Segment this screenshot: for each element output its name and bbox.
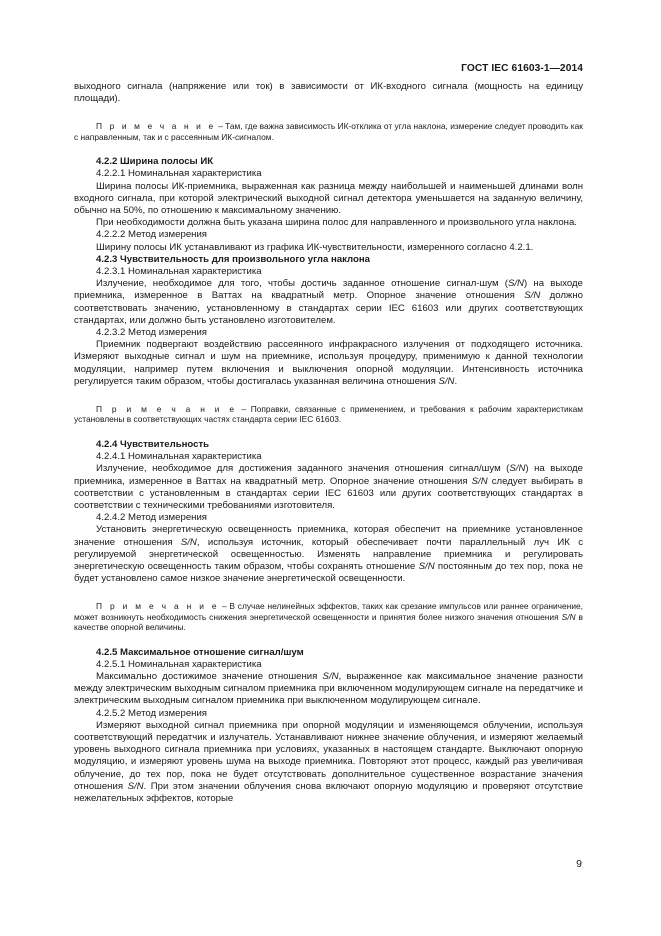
subsection-heading: 4.2.4.2 Метод измерения [96, 512, 208, 524]
intro-paragraph: выходного сигнала (напряжение или ток) в зависимости от ИК-входного сигнала (мощность на единицу площади). [74, 81, 583, 105]
body-paragraph: Максимально достижимое значение отношения S/N, выраженное как максимальное значение разности между электрическим выходным сигналом приемника при включенном модулирующем сигнале на передатчике и электрическим выходным сигналом приемника при выключенном модулирующем сигнале. [74, 670, 583, 707]
section-heading: 4.2.4 Чувствительность [96, 438, 210, 450]
subsection-heading: 4.2.2.2 Метод измерения [96, 229, 208, 241]
subsection-heading: 4.2.4.1 Номинальная характеристика [96, 451, 262, 463]
body-paragraph: Измеряют выходной сигнал приемника при опорной модуляции и изменяющемся облучении, используя соответствующий передатчик и излучатель. Устанавливают нижнее значение облучения, и измеряют желаемый уровень выходного сигнала приемника при условиях, указанных в настоящем стандарте. Выключают опорную модуляцию, и измеряют уровень шума на выходе приемника. Повторяют этот процесс, каждый раз увеличивая облучение, до тех пор, пока не будет отсутствовать дополнительное существенное возрастание значения отношения S/N. При этом значении облучения снова включают опорную модуляцию и проверяют отсутствие нежелательных эффектов, которые [74, 719, 584, 804]
section-heading: 4.2.2 Ширина полосы ИК [96, 156, 214, 168]
note-1 [74, 121, 583, 142]
note-text: – Поправки, связанные с применением, и требования к рабочим характеристикам установлены в соответствующих частях стандарта серии IEC 61603. [74, 404, 583, 425]
page-content [74, 81, 583, 805]
subsection-heading: 4.2.3.2 Метод измерения [96, 327, 208, 339]
subsection-heading: 4.2.5.2 Метод измерения [96, 707, 208, 719]
body-paragraph: Установить энергетическую освещенность приемника, которая обеспечит на приемнике установленное значение отношения S/N, используя источник, который обеспечивает почти параллельный луч ИК с регулируемой энергетической освещенностью. Изменять направление приемника и регулировать энергетическую освещенность таким образом, чтобы сохранять отношение S/N постоянным до тех пор, пока не будет установлено самое низкое значение энергетической освещенности. [74, 524, 584, 585]
section-heading: 4.2.3 Чувствительность для произвольного угла наклона [96, 253, 370, 265]
note-label: П р и м е ч а н и е [96, 121, 216, 132]
body-paragraph: При необходимости должна быть указана ширина полос для направленного и произвольного угла наклона. [96, 217, 577, 229]
subsection-heading: 4.2.3.1 Номинальная характеристика [96, 266, 262, 278]
note-label: П р и м е ч а н и е [96, 601, 220, 612]
body-paragraph: Излучение, необходимое для достижения заданного значения отношения сигнал/шум (S/N) на выходе приемника, измеренное в Ваттах на квадратный метр. Опорное значение отношения S/N следует выбирать в соответствии с установленным в стандартах серии IEC 61603 или других соответствующих стандартах в соответствии с техническими требованиями изготовителя. [74, 463, 583, 511]
note-3 [74, 601, 583, 632]
body-paragraph: Ширину полосы ИК устанавливают из графика ИК-чувствительности, измеренного согласно 4.2.1. [96, 241, 534, 253]
subsection-heading: 4.2.5.1 Номинальная характеристика [96, 658, 262, 670]
body-paragraph: Излучение, необходимое для того, чтобы достичь заданное отношение сигнал-шум (S/N) на выходе приемника, измеренное в Ваттах на квадратный метр. Опорное значение отношения S/N должно соответствовать значению, установленному в стандартах серии IEC 61603 или других соответствующих стандартах, или должно быть установлено изготовителем. [74, 278, 583, 326]
body-paragraph: Ширина полосы ИК-приемника, выраженная как разница между наибольшей и наименьшей длинами волн входного сигнала, при которой электрический выходной сигнал детектора уменьшается на заданную величину, обычно на 50%, по отношению к максимальному значению. [74, 180, 583, 217]
note-text: – Там, где важна зависимость ИК-отклика от угла наклона, измерение следует проводить как с направленным, так и с рассеянным ИК-сигналом. [74, 121, 583, 142]
note-2 [74, 404, 583, 425]
page-number: 9 [576, 858, 582, 870]
subsection-heading: 4.2.2.1 Номинальная характеристика [96, 168, 262, 180]
body-paragraph: Приемник подвергают воздействию рассеянного инфракрасного излучения от подходящего источника. Измеряют выходные сигнал и шум на приемнике, используя процедуру, применимую к данной технологии модуляции, например путем включения и выключения опорной модуляции. Интенсивность источника регулируется таким образом, чтобы достигалась указанная величина отношения S/N. [74, 339, 583, 387]
note-label: П р и м е ч а н и е [96, 404, 237, 415]
section-heading: 4.2.5 Максимальное отношение сигнал/шум [96, 646, 304, 658]
document-header: ГОСТ IEC 61603-1—2014 [461, 63, 583, 74]
note-text: – В случае нелинейных эффектов, таких как срезание импульсов или раннее ограничение, может возникнуть необходимость снижения энергетической освещенности и принятия более низкого значения отношения S/N в качестве опорной величины. [74, 601, 583, 633]
